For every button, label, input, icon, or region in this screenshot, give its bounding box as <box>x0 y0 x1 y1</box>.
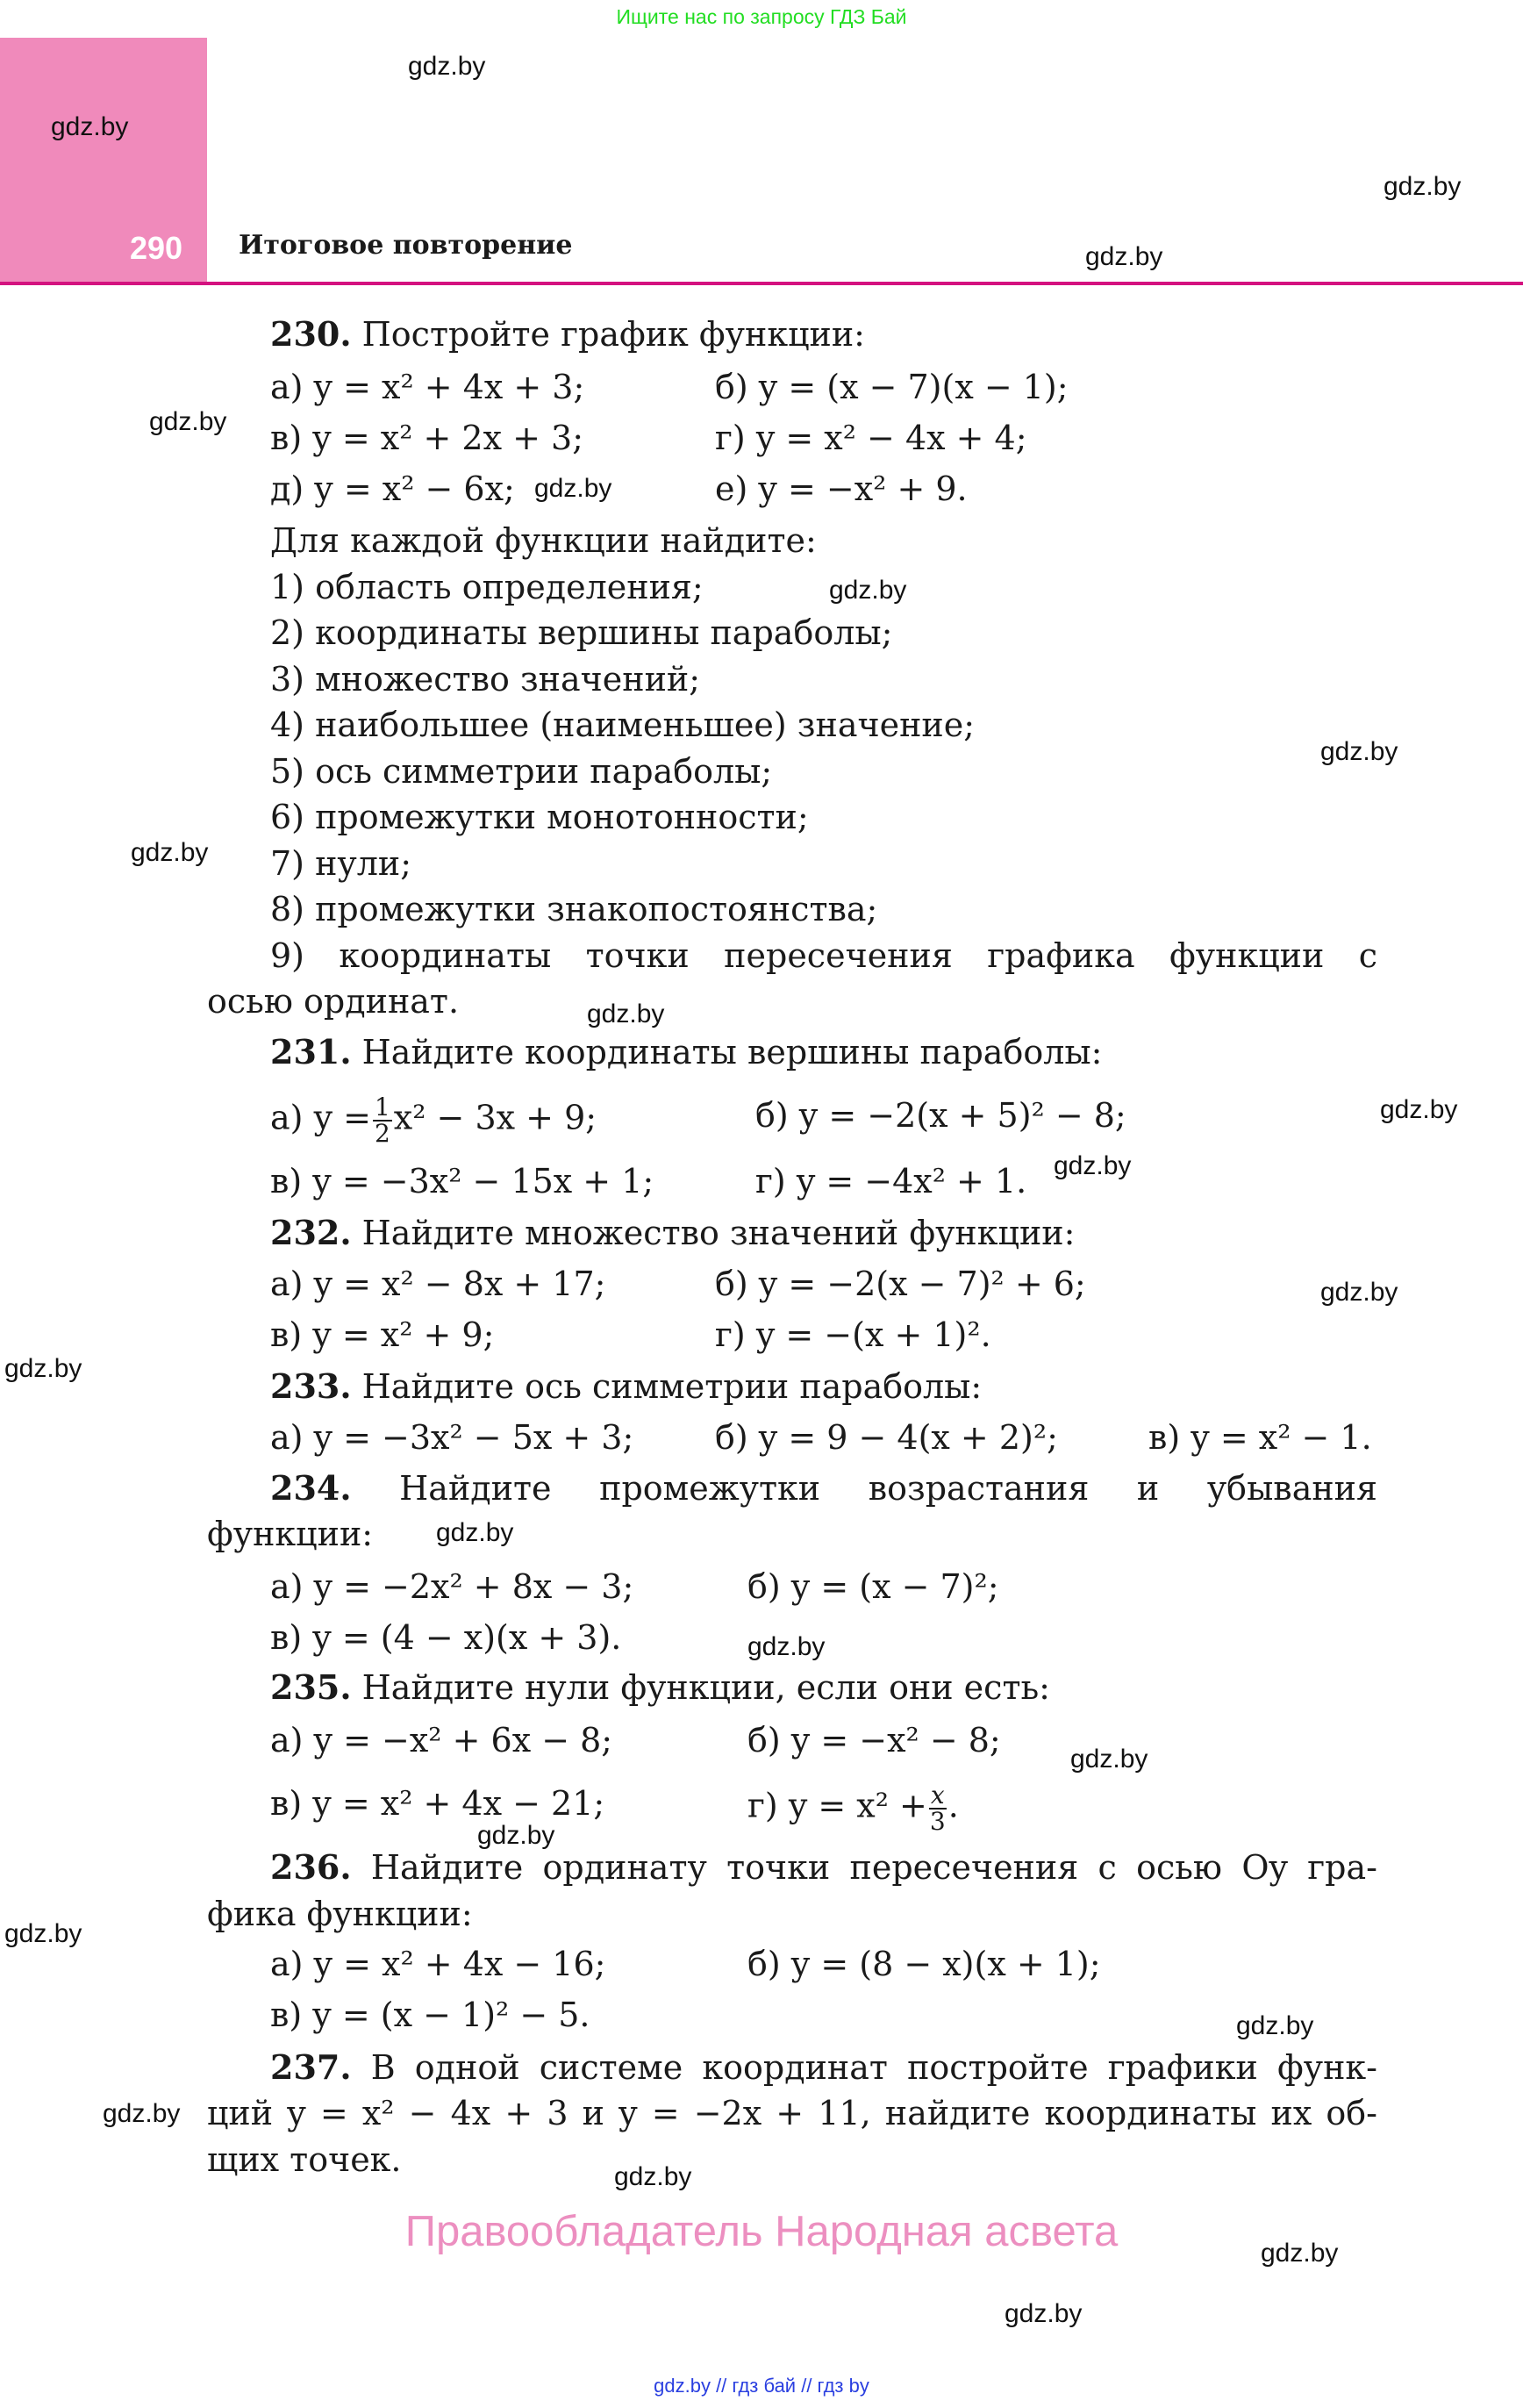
task-item: 4) наибольшее (наименьшее) значение; <box>270 706 976 744</box>
formula: а) y = x² − 8x + 17; <box>270 1265 606 1303</box>
exercise-prompt: Найдите промежутки возрастания и убывания <box>399 1469 1377 1508</box>
exercise-233-heading <box>270 1366 982 1407</box>
watermark: gdz.by <box>4 1919 82 1948</box>
exercise-234-heading <box>270 1468 1377 1509</box>
watermark: gdz.by <box>103 2099 181 2128</box>
fraction-numerator: 1 <box>374 1093 390 1122</box>
formula <box>747 1783 959 1834</box>
exercise-230-heading <box>270 314 865 355</box>
exercise-prompt: Найдите множество значений функции: <box>361 1214 1076 1252</box>
watermark: gdz.by <box>1320 1278 1398 1307</box>
formula <box>270 1095 597 1146</box>
section-title: Итоговое повторение <box>239 230 573 261</box>
exercise-prompt: Найдите ординату точки пересечения с осью Oy гра- <box>370 1848 1377 1887</box>
watermark: gdz.by <box>614 2162 692 2191</box>
fraction-numerator: x <box>930 1781 945 1810</box>
formula: в) y = x² + 9; <box>270 1315 495 1354</box>
watermark: gdz.by <box>1085 242 1163 271</box>
exercise-number: 234. <box>270 1468 352 1508</box>
watermark: gdz.by <box>1380 1095 1458 1124</box>
formula: б) y = (8 − x)(x + 1); <box>747 1945 1101 1983</box>
watermark: gdz.by <box>1005 2299 1083 2328</box>
formula-part: y = <box>313 1098 371 1137</box>
task-item: 6) промежутки монотонности; <box>270 798 809 836</box>
formula: б) y = 9 − 4(x + 2)²; <box>715 1418 1058 1457</box>
footer-links[interactable]: gdz.by // гдз бай // гдз by <box>654 2375 869 2397</box>
page-number: 290 <box>130 230 183 266</box>
watermark: gdz.by <box>1070 1745 1148 1774</box>
exercise-number: 233. <box>270 1366 352 1406</box>
task-item: 2) координаты вершины параболы; <box>270 613 893 652</box>
exercise-number: 231. <box>270 1032 352 1071</box>
watermark: gdz.by <box>4 1354 82 1383</box>
watermark: gdz.by <box>1236 2011 1314 2040</box>
formula: д) y = x² − 6x; <box>270 469 515 508</box>
formula: б) y = −x² − 8; <box>747 1721 1001 1759</box>
watermark: gdz.by <box>408 52 486 81</box>
watermark: gdz.by <box>587 1000 665 1028</box>
exercise-number: 235. <box>270 1667 352 1707</box>
exercise-number: 232. <box>270 1213 352 1252</box>
task-item: 8) промежутки знакопостоянства; <box>270 890 878 928</box>
exercise-prompt: Постройте график функции: <box>361 315 865 354</box>
formula-part: x² − 3x + 9; <box>393 1098 597 1137</box>
exercise-prompt: Найдите нули функции, если они есть: <box>361 1668 1050 1707</box>
fraction-denominator: 3 <box>929 1807 946 1836</box>
task-item: 7) нули; <box>270 844 412 883</box>
watermark: gdz.by <box>1261 2239 1339 2268</box>
item-label: а) <box>270 1098 304 1137</box>
formula: в) y = (x − 1)² − 5. <box>270 1996 590 2034</box>
exercise-prompt-continued: ций y = x² − 4x + 3 и y = −2x + 11, найдите координаты их об- <box>207 2094 1377 2132</box>
exercise-236-heading <box>270 1847 1377 1888</box>
fraction <box>373 1095 392 1146</box>
task-item-continued: осью ординат. <box>207 982 460 1021</box>
fraction-denominator: 2 <box>374 1119 390 1148</box>
exercise-235-heading <box>270 1667 1050 1708</box>
watermark: gdz.by <box>1384 172 1462 201</box>
formula: а) y = x² + 4x + 3; <box>270 368 585 406</box>
task-item: 5) ось симметрии параболы; <box>270 752 773 791</box>
exercise-number: 237. <box>270 2047 352 2087</box>
exercise-prompt: Найдите координаты вершины параболы: <box>361 1033 1103 1071</box>
watermark: gdz.by <box>51 112 129 141</box>
formula: в) y = x² + 2x + 3; <box>270 419 584 457</box>
formula: б) y = (x − 7)²; <box>747 1567 999 1606</box>
formula-part: . <box>947 1786 959 1825</box>
exercise-prompt: В одной системе координат постройте графики функ- <box>370 2048 1377 2087</box>
watermark: gdz.by <box>149 407 227 436</box>
watermark: gdz.by <box>436 1518 514 1547</box>
formula: б) y = −2(x − 7)² + 6; <box>715 1265 1086 1303</box>
formula: в) y = x² + 4x − 21; <box>270 1784 605 1823</box>
formula: в) y = (4 − x)(x + 3). <box>270 1618 622 1657</box>
watermark: gdz.by <box>1054 1151 1132 1180</box>
task-item: 1) область определения; <box>270 568 704 606</box>
tasks-intro: Для каждой функции найдите: <box>270 521 817 560</box>
watermark: gdz.by <box>829 576 907 605</box>
fraction <box>929 1783 947 1834</box>
formula: г) y = −4x² + 1. <box>755 1162 1027 1200</box>
exercise-number: 236. <box>270 1847 352 1887</box>
formula: а) y = −x² + 6x − 8; <box>270 1721 613 1759</box>
formula: в) y = −3x² − 15x + 1; <box>270 1162 654 1200</box>
formula: в) y = x² − 1. <box>1148 1418 1372 1457</box>
task-item: 9) координаты точки пересечения графика функции с <box>270 936 1377 975</box>
formula: б) y = (x − 7)(x − 1); <box>715 368 1069 406</box>
copyright-notice: Правообладатель Народная асвета <box>404 2208 1119 2255</box>
watermark: gdz.by <box>534 474 612 503</box>
watermark: gdz.by <box>747 1632 826 1661</box>
formula: а) y = x² + 4x − 16; <box>270 1945 606 1983</box>
formula: г) y = −(x + 1)². <box>715 1315 991 1354</box>
watermark: gdz.by <box>1320 737 1398 766</box>
formula: г) y = x² − 4x + 4; <box>715 419 1027 457</box>
exercise-number: 230. <box>270 314 352 354</box>
item-label: г) <box>747 1786 778 1825</box>
exercise-prompt-continued: щих точек. <box>207 2140 402 2179</box>
exercise-232-heading <box>270 1213 1075 1253</box>
watermark: gdz.by <box>477 1821 555 1850</box>
watermark: gdz.by <box>131 838 209 867</box>
formula: а) y = −2x² + 8x − 3; <box>270 1567 634 1606</box>
formula: б) y = −2(x + 5)² − 8; <box>755 1096 1126 1135</box>
exercise-prompt: Найдите ось симметрии параболы: <box>361 1367 983 1406</box>
exercise-237-heading <box>270 2047 1377 2088</box>
formula: е) y = −x² + 9. <box>715 469 968 508</box>
exercise-231-heading <box>270 1032 1102 1072</box>
formula: а) y = −3x² − 5x + 3; <box>270 1418 634 1457</box>
exercise-prompt-continued: фика функции: <box>207 1895 473 1933</box>
header-rule <box>0 282 1523 285</box>
formula-part: y = x² + <box>788 1786 927 1825</box>
search-banner: Ищите нас по запросу ГДЗ Бай <box>616 5 907 28</box>
exercise-prompt-continued: функции: <box>207 1515 374 1553</box>
task-item: 3) множество значений; <box>270 660 701 699</box>
